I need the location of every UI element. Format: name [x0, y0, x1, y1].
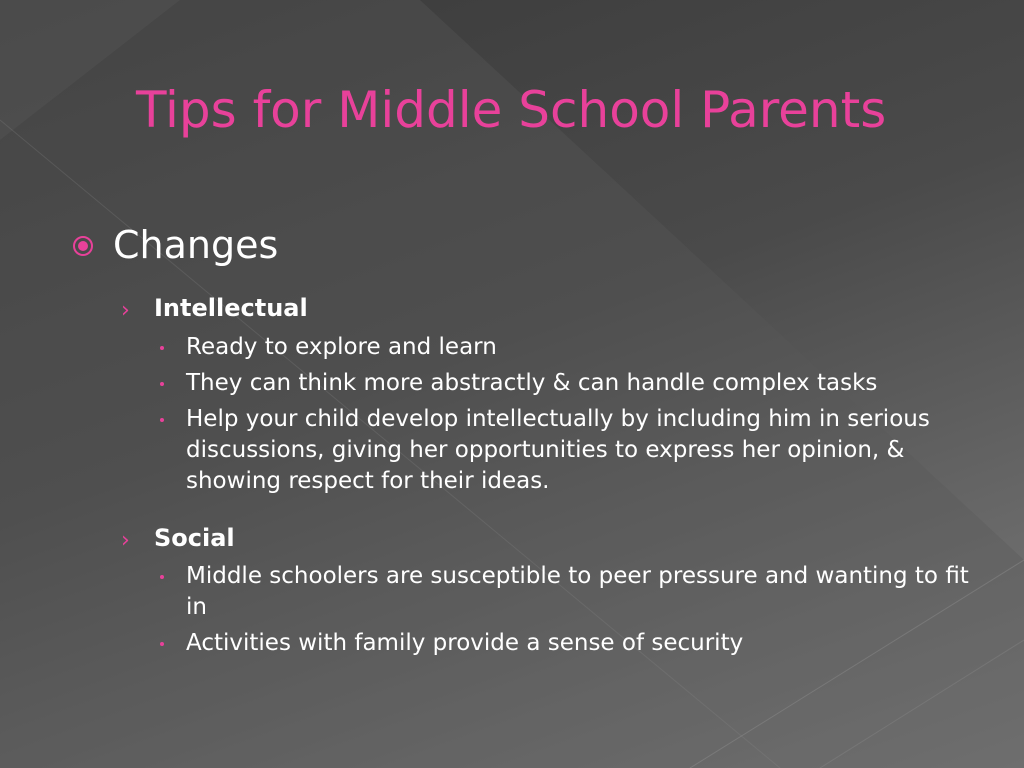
list-item: Middle schoolers are susceptible to peer pressure and wanting to fit in	[186, 563, 969, 620]
heading-changes: Changes	[113, 223, 279, 267]
bullet-dot-icon	[160, 642, 164, 646]
chevron-right-icon: ›	[121, 298, 130, 323]
section-label-social: Social	[154, 524, 235, 552]
bullet-dot-icon	[160, 418, 164, 422]
list-item: Ready to explore and learn	[186, 334, 497, 360]
bullet-dot-icon	[160, 575, 164, 579]
bullet-dot-icon	[160, 346, 164, 350]
target-circle-icon	[72, 235, 94, 257]
bullet-dot-icon	[160, 382, 164, 386]
list-item: Activities with family provide a sense of security	[186, 630, 744, 656]
list-item: They can think more abstractly & can handle complex tasks	[186, 370, 878, 396]
list-item: Help your child develop intellectually by including him in serious discussions, giving her opportunities to express her opinion, & showing respect for their ideas.	[186, 406, 930, 494]
section-label-intellectual: Intellectual	[154, 294, 308, 322]
chevron-right-icon: ›	[121, 528, 130, 553]
slide-title: Tips for Middle School Parents	[136, 81, 887, 139]
